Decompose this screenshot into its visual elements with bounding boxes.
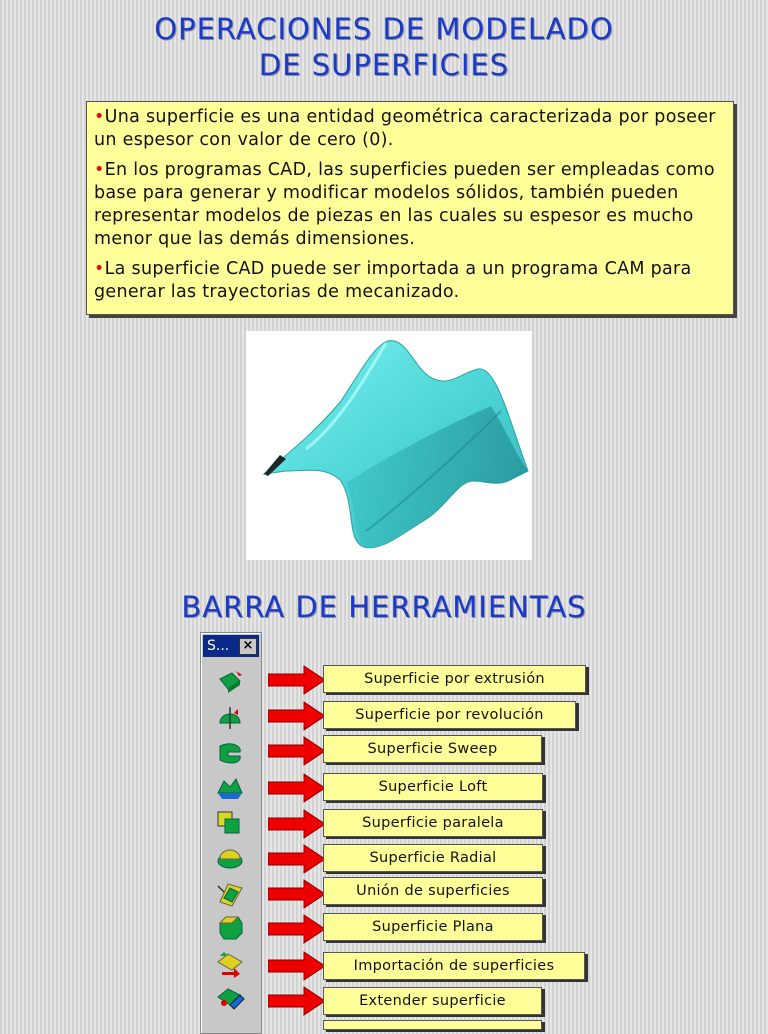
arrow-icon: [268, 951, 326, 981]
tool-label-radial: Superficie Radial: [323, 844, 543, 872]
bullet-icon: •: [94, 107, 105, 127]
toolbar-title: S...: [207, 638, 230, 654]
arrow-icon: [268, 879, 326, 909]
tool-label-planar: Superficie Plana: [323, 913, 543, 941]
tool-label-revolution: Superficie por revolución: [323, 701, 576, 729]
import-surface-icon[interactable]: [214, 948, 246, 978]
knit-surface-icon[interactable]: [214, 878, 246, 908]
tool-label-offset: Superficie paralela: [323, 809, 543, 837]
extend-surface-icon[interactable]: [214, 983, 246, 1013]
tool-label-knit: Unión de superficies: [323, 877, 543, 905]
sweep-surface-icon[interactable]: [214, 738, 246, 768]
info-text: La superficie CAD puede ser importada a un programa CAM para generar las trayectorias de mecanizado.: [94, 259, 692, 302]
arrow-icon: [268, 736, 326, 766]
offset-surface-icon[interactable]: [214, 808, 246, 838]
page-title: OPERACIONES DE MODELADO: [154, 12, 614, 46]
arrow-icon: [268, 665, 326, 695]
info-paragraph: [94, 106, 733, 152]
tool-label-extend: Extender superficie: [323, 987, 542, 1015]
tool-label-extrusion: Superficie por extrusión: [323, 665, 586, 693]
page-subtitle: DE SUPERFICIES: [258, 48, 510, 82]
info-text: Una superficie es una entidad geométrica caracterizada por poseer un espesor con valor de cero (0).: [94, 107, 716, 150]
loft-surface-icon[interactable]: [214, 773, 246, 803]
info-box: [86, 101, 734, 315]
planar-surface-icon[interactable]: [214, 913, 246, 943]
toolbar-titlebar[interactable]: [203, 635, 259, 657]
arrow-icon: [268, 844, 326, 874]
arrow-icon: [268, 914, 326, 944]
tool-label-loft: Superficie Loft: [323, 773, 543, 801]
extrude-surface-icon[interactable]: [214, 667, 246, 697]
tool-label-sweep: Superficie Sweep: [323, 735, 542, 763]
surfaces-toolbar: [200, 632, 262, 1034]
arrow-icon: [268, 773, 326, 803]
revolve-surface-icon[interactable]: [214, 703, 246, 733]
wavy-surface-illustration: [246, 331, 532, 560]
tool-label-import: Importación de superficies: [323, 952, 585, 980]
section-title: BARRA DE HERRAMIENTAS: [181, 590, 587, 624]
bullet-icon: •: [94, 160, 105, 180]
info-text: En los programas CAD, las superficies pueden ser empleadas como base para generar y modificar modelos sólidos, también pueden representar modelos de piezas en las cuales su espesor es mucho menor que las demás dimensiones.: [94, 160, 715, 249]
info-paragraph: [94, 159, 733, 251]
surface-model-image: [246, 331, 532, 560]
radial-surface-icon[interactable]: [214, 843, 246, 873]
close-icon[interactable]: ×: [239, 638, 257, 655]
bullet-icon: •: [94, 259, 105, 279]
arrow-icon: [268, 986, 326, 1016]
tool-label-partial: [323, 1020, 542, 1030]
info-paragraph: [94, 258, 733, 304]
arrow-icon: [268, 809, 326, 839]
arrow-icon: [268, 701, 326, 731]
